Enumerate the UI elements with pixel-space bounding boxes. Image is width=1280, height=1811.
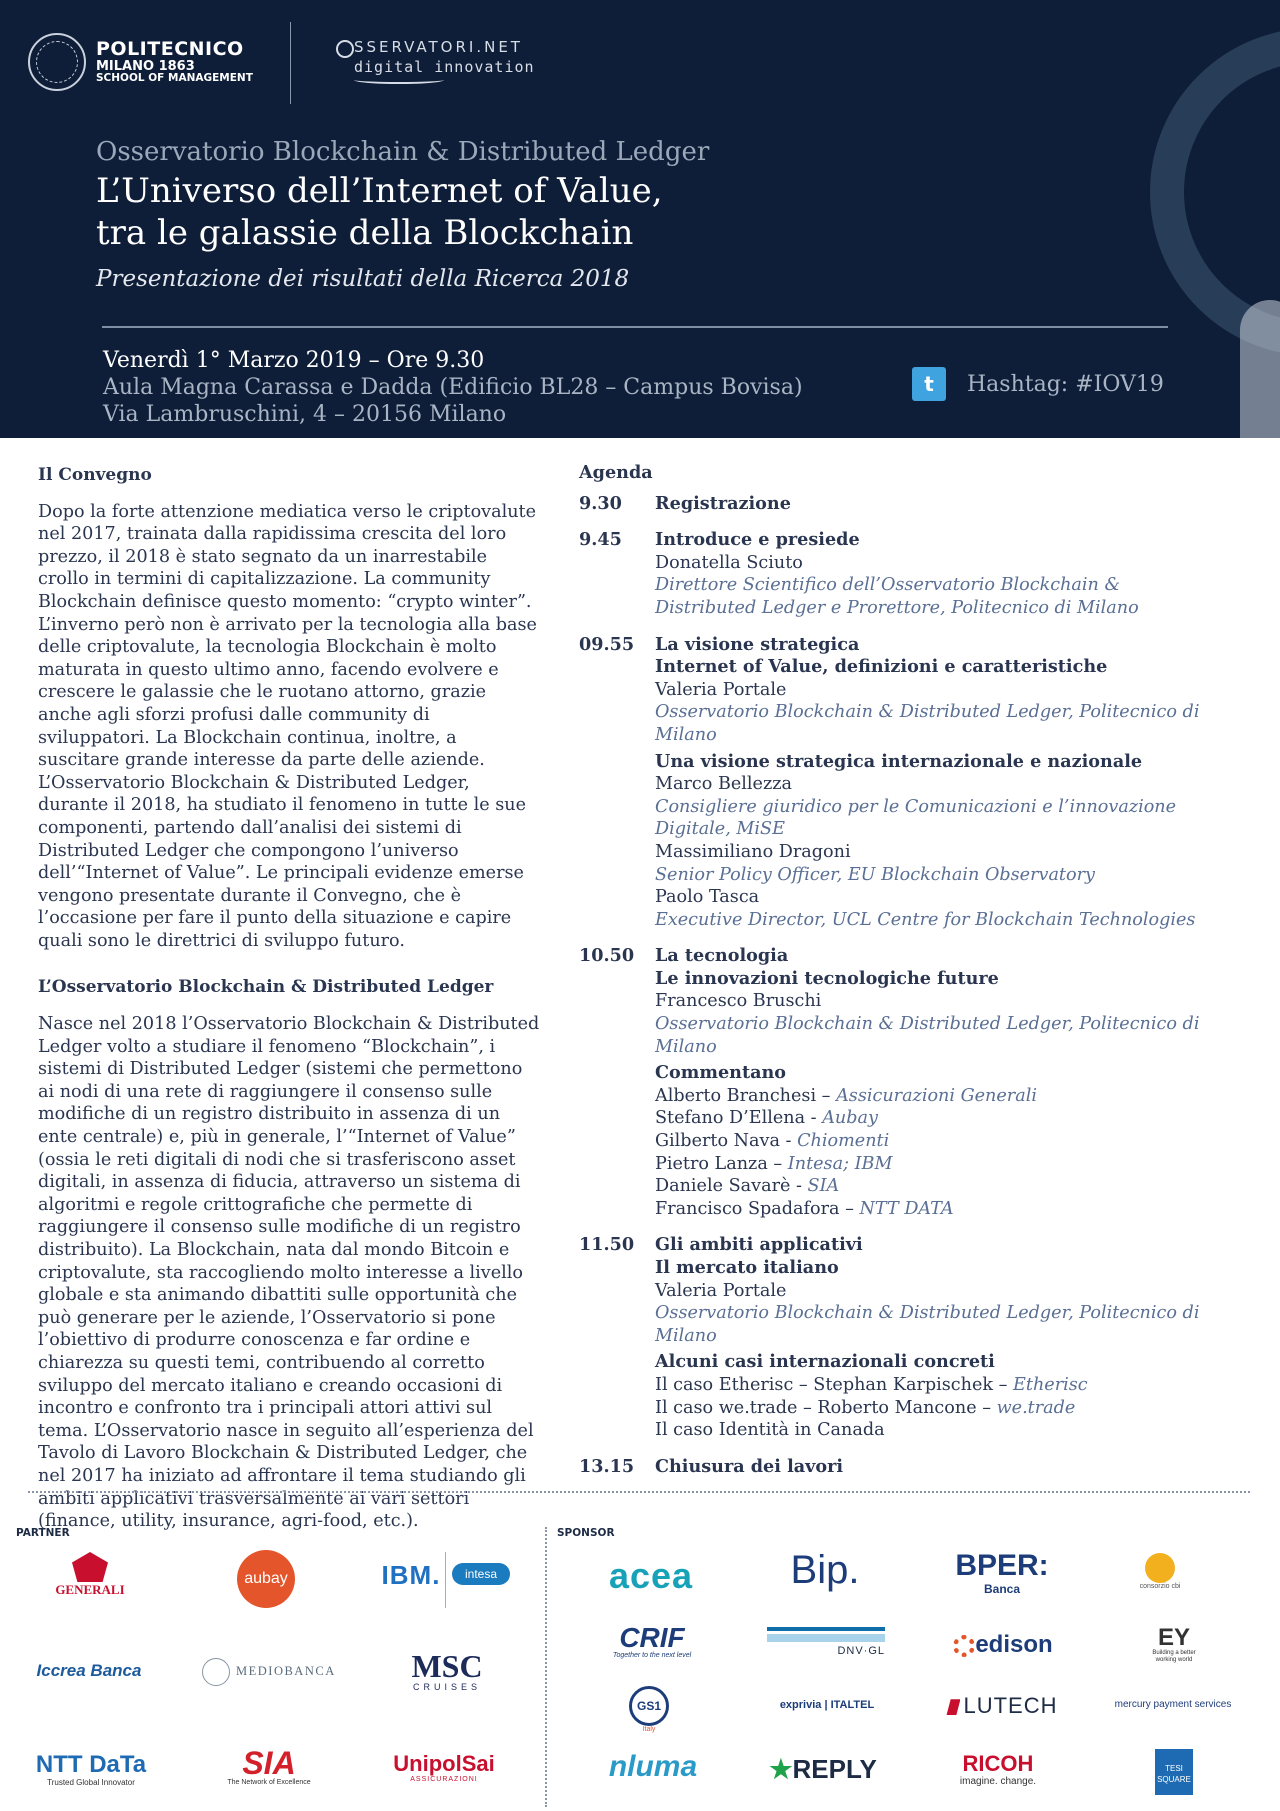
aubay-logo: aubay (237, 1550, 295, 1608)
twitter-icon[interactable]: t (912, 367, 946, 401)
commentator-org: Assicurazioni Generali (836, 1085, 1037, 1106)
title-line-1: L’Universo dell’Internet of Value, (96, 171, 663, 211)
gs1-logo: GS1 Italy (621, 1686, 677, 1733)
lutech-logo: LUTECH (946, 1693, 1058, 1719)
footer-divider (28, 1491, 1250, 1493)
speaker-role: Osservatorio Blockchain & Distributed Ledger, Politecnico di Milano (655, 1303, 1200, 1346)
talk-title: Il mercato italiano (655, 1257, 839, 1278)
event-address: Via Lambruschini, 4 – 20156 Milano (103, 402, 507, 427)
agenda-slot (579, 493, 1219, 516)
commentator-name: Pietro Lanza – (655, 1153, 783, 1174)
politecnico-logo (28, 33, 253, 91)
lutech-mark-icon (946, 1699, 960, 1715)
nttdata-logo: NTT DaTa Trusted Global Innovator (35, 1751, 147, 1787)
hashtag: Hashtag: #IOV19 (967, 372, 1164, 397)
agenda-heading: Agenda (579, 462, 653, 483)
commentator-name: Francisco Spadafora – (655, 1198, 854, 1219)
oss-swoosh (354, 76, 444, 84)
talk-title: Le innovazioni tecnologiche future (655, 967, 999, 989)
case-text: Il caso we.trade – Roberto Mancone – (655, 1397, 992, 1418)
speaker-role: Consigliere giuridico per le Comunicazioni e l’innovazione Digitale, MiSE (655, 796, 1177, 840)
header-banner (0, 0, 1280, 438)
slot-title: La tecnologia (655, 945, 789, 967)
speaker-role: Osservatorio Blockchain & Distributed Ledger, Politecnico di Milano (655, 1014, 1200, 1057)
event-venue: Aula Magna Carassa e Dadda (Edificio BL28 – Campus Bovisa) (103, 375, 803, 400)
iccrea-logo: Iccrea Banca (36, 1661, 142, 1680)
lion-icon (72, 1552, 108, 1582)
speaker-name: Valeria Portale (655, 1280, 787, 1301)
slot-time: 09.55 (579, 633, 635, 655)
osservatori-logo (336, 38, 535, 84)
bip-logo: Bip. (790, 1548, 860, 1592)
speaker-role: Osservatorio Blockchain & Distributed Ledger, Politecnico di Milano (655, 702, 1200, 745)
generali-logo: GENERALI (48, 1552, 132, 1598)
slot-time: 9.45 (579, 529, 622, 551)
pin-icon (336, 40, 354, 58)
logo-divider (290, 22, 291, 104)
slot-title: La visione strategica (655, 633, 860, 655)
osservatorio-text: Nasce nel 2018 l’Osservatorio Blockchain & Distributed Ledger volto a studiare il fenomeno “Blockchain”, i sistemi di Distributed Ledger (sistemi che permettono ai nodi di una rete di raggiungere il consenso sulle modifiche di un registro distribuito in assenza di un ente centrale) e, più in generale, l’“Internet of Value” (ossia le reti digitali di nodi che si trasferiscono asset digitali, in assenza di fiducia, attraverso un sistema di algoritmi e regole crittografiche che permette di raggiungere il consenso sulle modifiche di un registro distribuito). La Blockchain, nata dal mondo Bitcoin e criptovalute, sta raccogliendo molto interesse a livello globale e sta animando dibattiti sulle opportunità che può generare per le aziende, l’Osservatorio si pone l’obiettivo di produrre conoscenza e far ordine e chiarezza su questi temi, contribuendo al corretto sviluppo del mercato italiano e creando occasioni di incontro e confronto tra i principali attori attivi sul tema. L’Osservatorio nasce in seguito all’esperienza del Tavolo di Lavoro Blockchain & Distributed Ledger, che nel 2017 ha iniziato ad affrontare il tema studiando gli ambiti applicativi trasversalmente ai vari settori (finance, utility, insurance, agri-food, etc.). (38, 1014, 540, 1532)
talk-title: Internet of Value, definizioni e caratteristiche (655, 656, 1108, 678)
slot-time: 11.50 (579, 1234, 635, 1256)
oss-name: SSERVATORI.NET (354, 38, 523, 56)
mediobanca-logo: MEDIOBANCA (202, 1656, 332, 1686)
commentator (655, 1107, 1219, 1130)
convegno-heading: Il Convegno (38, 465, 152, 485)
speaker-role: Executive Director, UCL Centre for Blockchain Technologies (655, 909, 1196, 930)
dnvgl-logo: DNV·GL (767, 1627, 885, 1657)
ricoh-logo: RICOH imagine. change. (959, 1751, 1037, 1787)
commentator (655, 1153, 1219, 1176)
agenda-slot (579, 634, 1219, 932)
speaker-name: Valeria Portale (655, 679, 787, 700)
event-title (96, 170, 996, 254)
mediobanca-emblem-icon (202, 1658, 230, 1686)
case-org: Etherisc (1013, 1374, 1088, 1395)
agenda-slot (579, 529, 1219, 619)
commentator-org: SIA (807, 1176, 840, 1197)
reply-logo: ★REPLY (769, 1754, 877, 1784)
sia-logo: SIA The Network of Excellence (227, 1745, 311, 1786)
exprivia-italtel-logo: exprivia | ITALTEL (779, 1699, 875, 1711)
talk-title: Alcuni casi internazionali concreti (655, 1351, 995, 1373)
case-item (655, 1374, 1219, 1397)
poli-name: POLITECNICO (96, 37, 244, 60)
commentator-org: NTT DATA (859, 1198, 954, 1219)
osservatorio-heading: L’Osservatorio Blockchain & Distributed Ledger (38, 977, 494, 998)
msc-logo: MSC CRUISES (411, 1648, 483, 1692)
speaker-role: Direttore Scientifico dell’Osservatorio Blockchain & Distributed Ledger e Prorettore, Politecnico di Milano (655, 575, 1139, 618)
politecnico-seal-icon (28, 33, 86, 91)
case-item (655, 1397, 1219, 1420)
case-item: Il caso Identità in Canada (655, 1420, 885, 1441)
commentator-org: Aubay (822, 1108, 878, 1129)
title-line-2: tra le galassie della Blockchain (96, 213, 634, 253)
commentator-name: Stefano D’Ellena - (655, 1108, 817, 1129)
presentation-line: Presentazione dei risultati della Ricerca 2018 (96, 266, 630, 292)
agenda-slot (579, 1234, 1219, 1441)
commentator (655, 1175, 1219, 1198)
commentator (655, 1198, 1219, 1221)
mercury-logo: mercury payment services (1114, 1699, 1232, 1710)
case-org: we.trade (996, 1397, 1076, 1418)
unipolsai-logo: UnipolSai ASSICURAZIONI (393, 1751, 495, 1783)
slot-title: Registrazione (655, 492, 791, 514)
slot-title: Introduce e presiede (655, 529, 860, 551)
cbi-icon (1145, 1553, 1175, 1583)
commentator-name: Daniele Savarè - (655, 1176, 802, 1197)
slot-time: 13.15 (579, 1455, 635, 1477)
edison-star-icon (953, 1635, 975, 1657)
speaker-name: Donatella Sciuto (655, 552, 803, 573)
event-subtitle: Osservatorio Blockchain & Distributed Ledger (96, 137, 710, 167)
talk-title: Una visione strategica internazionale e nazionale (655, 750, 1143, 772)
event-date: Venerdì 1° Marzo 2019 – Ore 9.30 (103, 348, 485, 373)
logo-divider (445, 1552, 446, 1608)
crif-logo: CRIF Together to the next level (612, 1622, 692, 1659)
edison-logo: edison (944, 1628, 1062, 1662)
slot-time: 9.30 (579, 492, 622, 514)
slot-title: Gli ambiti applicativi (655, 1234, 863, 1256)
partner-sponsor-divider (545, 1527, 547, 1807)
magnifier-handle-decoration (1240, 300, 1280, 438)
commentator-org: Chiomenti (797, 1131, 890, 1152)
speaker-name: Marco Bellezza (655, 774, 792, 795)
intesa-logo: intesa (452, 1563, 510, 1585)
poli-city: MILANO 1863 (96, 58, 195, 74)
ibm-logo: IBM. (381, 1560, 441, 1590)
speaker-role: Senior Policy Officer, EU Blockchain Observatory (655, 864, 1095, 885)
header-rule (102, 326, 1168, 328)
nluma-logo: nluma (608, 1750, 698, 1783)
agenda-slot (579, 1456, 1219, 1479)
speaker-name: Paolo Tasca (655, 887, 760, 908)
agenda (579, 462, 1219, 1492)
commentator-name: Gilberto Nava - (655, 1131, 792, 1152)
slot-time: 10.50 (579, 945, 635, 967)
oss-tagline: digital innovation (354, 58, 535, 76)
consorzio-cbi-logo: consorzio cbi (1132, 1553, 1188, 1590)
tesi-square-logo: TESI SQUARE (1155, 1749, 1193, 1795)
commentator (655, 1130, 1219, 1153)
speaker-name: Francesco Bruschi (655, 991, 822, 1012)
ey-logo: EY Building a better working world (1152, 1624, 1196, 1663)
slot-title: Chiusura dei lavori (655, 1455, 844, 1477)
poli-school: SCHOOL OF MANAGEMENT (96, 72, 253, 85)
sponsor-label: SPONSOR (557, 1527, 615, 1539)
convegno-text: Dopo la forte attenzione mediatica verso le criptovalute nel 2017, trainata dalla rapidissima crescita del loro prezzo, il 2018 è stato segnato da un inarrestabile crollo in termini di capitalizzazione. La community Blockchain definisce questo momento: “crypto winter”. L’inverno però non è arrivato per la tecnologia alla base delle criptovalute, la tecnologia Blockchain è molto maturata in questo ultimo anno, facendo evolvere e crescere le galassie che le ruotano attorno, grazie anche agli sforzi profusi dalle community di sviluppatori. La Blockchain continua, inoltre, a suscitare grande interesse da parte delle aziende. L’Osservatorio Blockchain & Distributed Ledger, durante il 2018, ha studiato il fenomeno in tutte le sue componenti, partendo dall’analisi dei sistemi di Distributed Ledger che compongono l’universo dell’“Internet of Value”. Le principali evidenze emerse vengono presentate durante il Convegno, che è l’occasione per fare il punto della situazione e capire quali sono le direttrici di sviluppo futuro. (38, 501, 537, 951)
commentator (655, 1085, 1219, 1108)
case-text: Il caso Etherisc – Stephan Karpischek – (655, 1374, 1008, 1395)
bper-logo: BPER: Banca (955, 1549, 1049, 1596)
agenda-slot (579, 945, 1219, 1220)
left-column (38, 464, 540, 1533)
speaker-name: Massimiliano Dragoni (655, 841, 851, 862)
commentano-heading: Commentano (655, 1062, 787, 1084)
acea-logo: acea (608, 1555, 694, 1596)
commentator-name: Alberto Branchesi – (655, 1085, 831, 1106)
reply-runner-icon: ★ (769, 1754, 793, 1784)
partner-label: PARTNER (16, 1527, 70, 1539)
commentator-org: Intesa; IBM (787, 1153, 893, 1174)
